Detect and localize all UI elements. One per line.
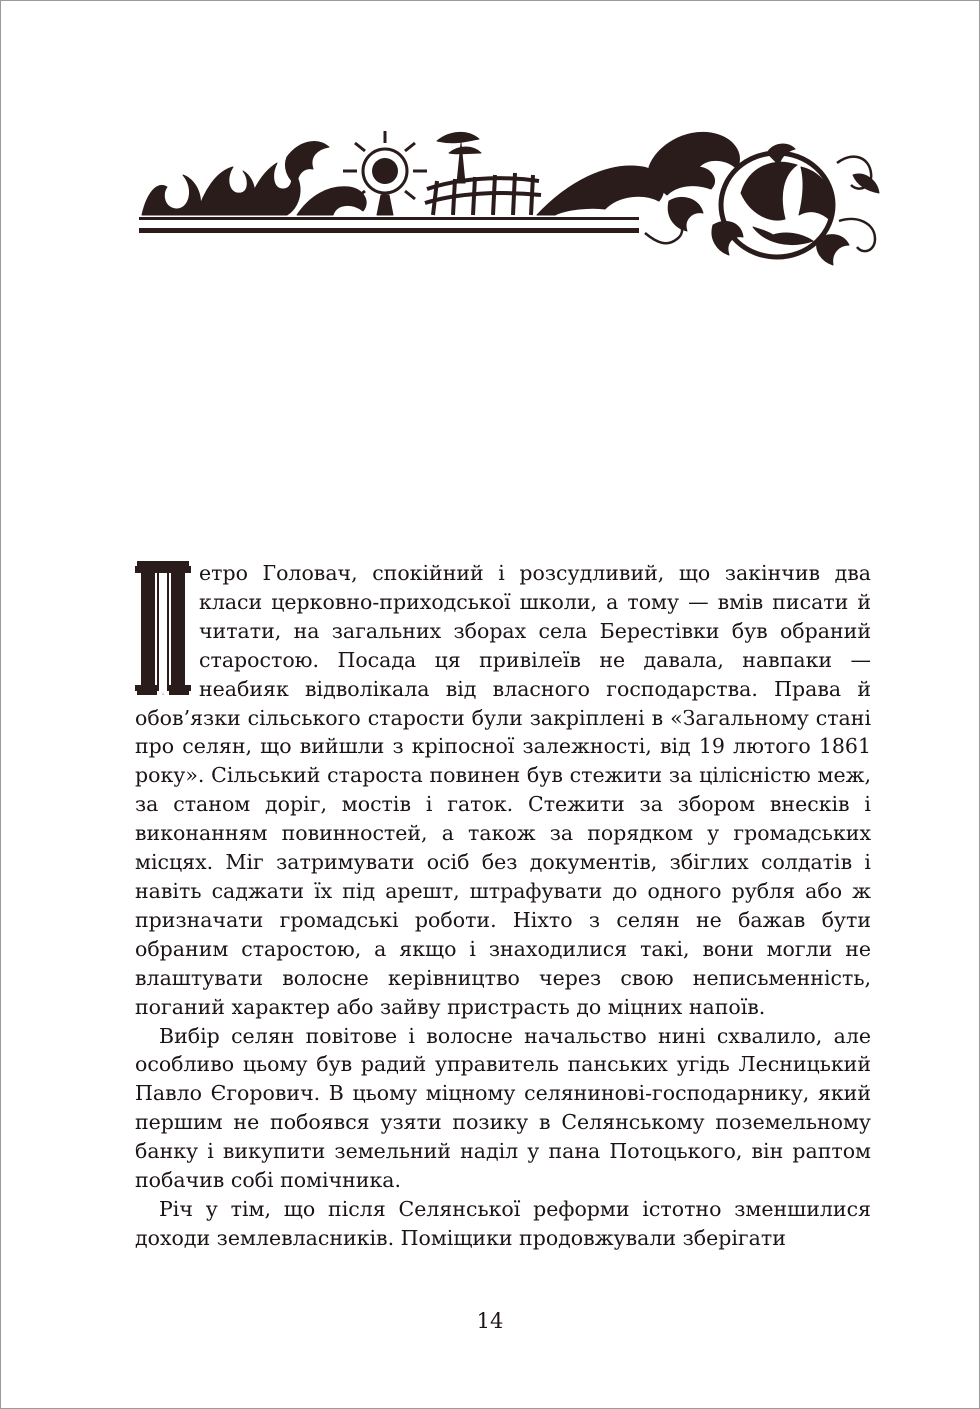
paragraph-1-text: етро Головач, спокійний і розсудливий, що закінчив два класи церковно-приходської школи, а тому — вмів писати й читати, на загальних зборах села Берестівки був обраний старостою. Посада ця привілеїв не давала, навпаки — неабияк відволікала від власного господарства. Права й обов’язки сільського старости були закріплені в «Загальному стані про селян, що вийшли з кріпосної залежності, від 19 лютого 1861 року». Сільський староста повинен був стежити за цілісністю меж, за станом доріг, мостів і гаток. Стежити за збором внесків і виконанням повинностей, а також за порядком у громадських місцях. Міг затримувати осіб без документів, збіглих солдатів і навіть саджати їх під арешт, штрафувати до одного рубля або ж призначати громадські роботи. Ніхто з селян не бажав бути обраним старостою, а якщо і знаходилися такі, вони могли не влаштувати волосне керівництво через свою неписьменність, поганий характер або зайву пристрасть до міцних напоїв. bbox=[135, 561, 871, 1019]
page-number: 14 bbox=[476, 1309, 504, 1333]
body-text bbox=[135, 559, 871, 1253]
paragraph-2: Вибір селян повітове і волосне начальство нині схвалило, але особливо цьому був радий управитель панських угідь Лесницький Павло Єгорович. В цьому міцному селянинові-господарнику, який першим не побоявся узяти позику в Селянському поземельному банку і викупити земельний наділ у пана Потоцького, він раптом побачив собі помічника. bbox=[135, 1023, 871, 1193]
dropcap-letter bbox=[135, 561, 191, 697]
paragraph-3: Річ у тім, що після Селянської реформи істотно зменшилися доходи землевласників. Поміщики продовжували зберігати bbox=[135, 1196, 871, 1250]
dropcap-text: П bbox=[162, 694, 164, 696]
floral-headpiece-ornament bbox=[137, 123, 882, 273]
paragraph-1 bbox=[135, 559, 871, 1022]
